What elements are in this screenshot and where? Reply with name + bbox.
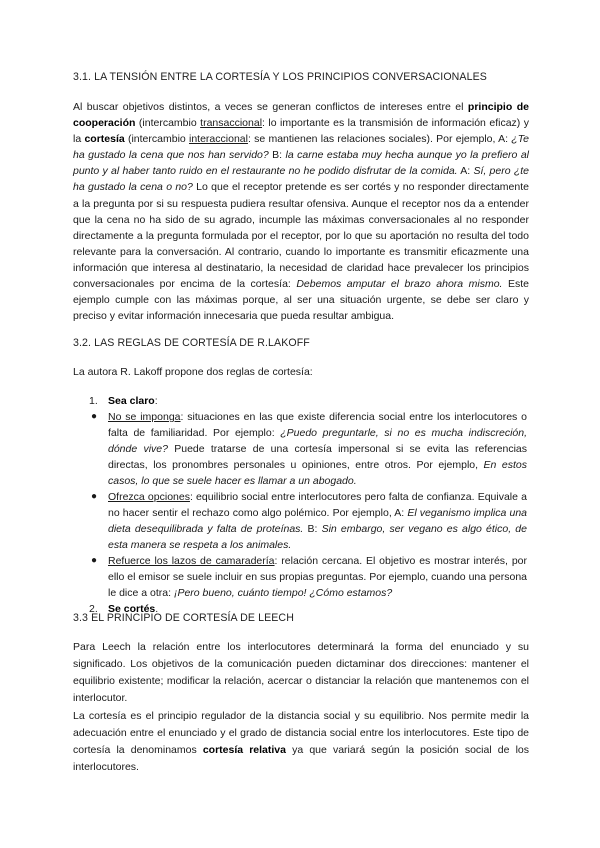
lakoff-rules-list xyxy=(73,393,527,617)
section-heading-3-1: 3.1. LA TENSIÓN ENTRE LA CORTESÍA Y LOS PRINCIPIOS CONVERSACIONALES xyxy=(73,71,487,83)
paragraph-tension: Al buscar objetivos distintos, a veces se generan conflictos de intereses entre el principio de cooperación (intercambio transaccional: lo importante es la transmisión de información eficaz) y la cortesía (intercambio interaccional: se mantienen las relaciones sociales). Por ejemplo, A: ¿Te ha gustado la cena que nos han servido? B: la carne estaba muy hecha aunque yo la prefiero al punto y al haber tanto ruido en el restaurante no he podido disfrutar de la comida. A: Sí, pero ¿te ha gustado la cena o no? Lo que el receptor pretende es ser cortés y no responder directamente a la pregunta por si su respuesta pudiera resultar ofensiva. Aunque el receptor nos da a entender que la cena no ha sido de su agrado, incumple las máximas conversacionales al no responder directamente a la pregunta formulada por el receptor, por lo que su aportación no resulta del todo relevante para la conversación. Al contrario, cuando lo importante es transmitir eficazmente una información que interesa al destinatario, la necesidad de claridad hace prevalecer los principios conversacionales por encima de la cortesía: Debemos amputar el brazo ahora mismo. Este ejemplo cumple con las máximas porque, al ser una situación urgente, se debe ser claro y preciso y evitar información innecesaria que pueda resultar ambigua. xyxy=(73,101,530,323)
bullet-item-no-se-imponga: ● No se imponga: situaciones en las que existe diferencia social entre los interlocutores o falta de familiaridad. Por ejemplo: ¿Puedo preguntarle, si no es mucha indiscreción, dónde vive? Puede tratarse de una cortesía impersonal si se evita las referencias directas, los pronombres personales u opiniones, entre otros. Por ejemplo, En estos casos, lo que se suele hacer es llamar a un abogado. xyxy=(91,411,527,487)
paragraph-leech-relation: Para Leech la relación entre los interlocutores determinará la forma del enunciado y su significado. Los objetivos de la comunicación pueden dictaminar dos direcciones: mantener el equilibrio existente; modificar la relación, acercar o distanciar la relación que mantenemos con el interlocutor. xyxy=(73,641,529,704)
bullet-item-ofrezca-opciones: ● Ofrezca opciones: equilibrio social entre interlocutores pero falta de confianza. Equivale a no hacer sentir el rechazo como algo polémico. Por ejemplo, A: El veganismo implica una dieta desequilibrada y falta de proteínas. B: Sin embargo, ser vegano es algo ético, de esta manera se respeta a los animales. xyxy=(91,491,527,551)
bullet-icon: ● xyxy=(91,491,98,502)
bullet-icon: ● xyxy=(91,555,98,566)
bullet-item-refuerce-lazos: ● Refuerce los lazos de camaradería: relación cercana. El objetivo es mostrar interés, por ello el emisor se suele incluir en sus propias preguntas. Por ejemplo, cuando una persona le dice a otra: ¡Pero bueno, cuánto tiempo! ¿Cómo estamos? xyxy=(91,555,527,599)
bullet-icon: ● xyxy=(91,411,98,422)
section-heading-3-2: 3.2. LAS REGLAS DE CORTESÍA DE R.LAKOFF xyxy=(73,337,310,349)
paragraph-leech-cortesia: La cortesía es el principio regulador de la distancia social y su equilibrio. Nos permite medir la adecuación entre el enunciado y el grado de distancia social entre los interlocutores. Este tipo de cortesía la denominamos cortesía relativa ya que variará según la posición social de los interlocutores. xyxy=(73,710,529,773)
section-heading-3-3: 3.3 EL PRINCIPIO DE CORTESÍA DE LEECH xyxy=(73,612,294,624)
rule-item-1: 1. Sea claro: xyxy=(89,395,158,407)
paragraph-lakoff-intro: La autora R. Lakoff propone dos reglas de cortesía: xyxy=(73,366,313,378)
rule-item-2: 2. Se cortés. xyxy=(89,603,159,615)
